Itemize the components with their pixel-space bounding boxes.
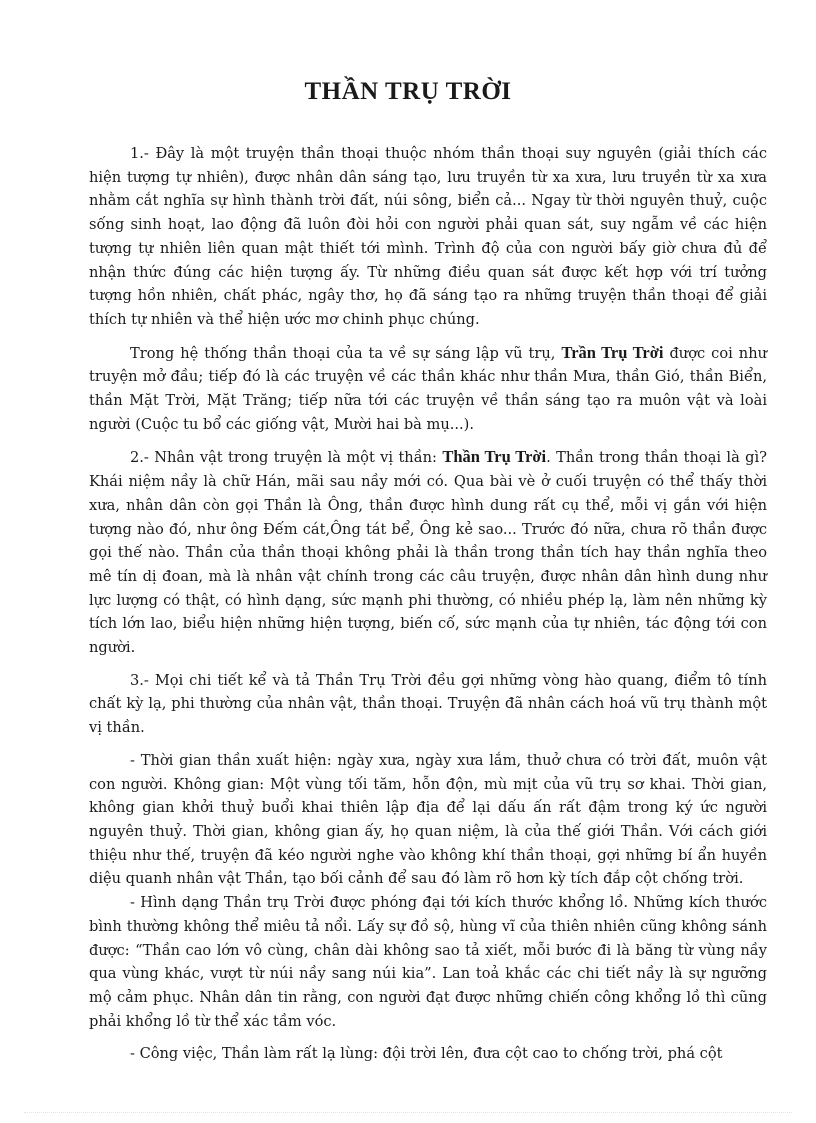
document-title: THẦN TRỤ TRỜI bbox=[304, 78, 512, 105]
document-body bbox=[89, 142, 767, 1066]
paragraph-5: - Thời gian thần xuất hiện: ngày xưa, ngày xưa lắm, thuở chưa có trời đất, muôn vật con người. Không gian: Một vùng tối tăm, hỗn độn, mù mịt của vũ trụ sơ khai. Thời gian, không gian khởi thuỷ buổi khai thiên lập địa để lại dấu ấn rất đậm trong ký ức người nguyên thuỷ. Thời gian, không gian ấy, họ quan niệm, là của thế giới Thần. Với cách giới thiệu như thế, truyện đã kéo người nghe vào không khí thần thoại, gợi những bí ẩn huyền diệu quanh nhân vật Thần, tạo bối cảnh để sau đó làm rõ hơn kỳ tích đắp cột chống trời. bbox=[89, 751, 767, 888]
paragraph-4: 3.- Mọi chi tiết kể và tả Thần Trụ Trời đều gợi những vòng hào quang, điểm tô tính chất kỳ lạ, phi thường của nhân vật, thần thoại. Truyện đã nhân cách hoá vũ trụ thành một vị thần. bbox=[89, 671, 767, 737]
paragraph-3: 2.- Nhân vật trong truyện là một vị thần: Thần Trụ Trời. Thần trong thần thoại là gì? Khái niệm nầy là chữ Hán, mãi sau nầy mới có. Qua bài vè ở cuối truyện có thể thấy thời xưa, nhân dân còn gọi Thần là Ông, thần được hình dung rất cụ thể, mỗi vị gắn với hiện tượng nào đó, như ông Đếm cát,Ông tát bể, Ông kẻ sao... Trước đó nữa, chưa rõ thần được gọi thế nào. Thần của thần thoại không phải là thần trong thần tích hay thần nghĩa theo mê tín dị đoan, mà là nhân vật chính trong các câu truyện, được nhân dân hình dung như lực lượng có thật, có hình dạng, sức mạnh phi thường, có nhiều phép lạ, làm nên những kỳ tích lớn lao, biểu hiện những hiện tượng, biến cố, sức mạnh của tự nhiên, tác động tới con người. bbox=[89, 447, 767, 657]
story-title-bold: Trần Trụ Trời bbox=[561, 342, 664, 362]
paragraph-2: Trong hệ thống thần thoại của ta về sự sáng lập vũ trụ, Trần Trụ Trời được coi như truyện mở đầu; tiếp đó là các truyện về các thần khác như thần Mưa, thần Gió, thần Biển, thần Mặt Trời, Mặt Trăng; tiếp nữa tới các truyện về thần sáng tạo ra muôn vật và loài người (Cuộc tu bổ các giống vật, Mười hai bà mụ...). bbox=[89, 342, 767, 433]
paragraph-1: 1.- Đây là một truyện thần thoại thuộc nhóm thần thoại suy nguyên (giải thích các hiện tượng tự nhiên), được nhân dân sáng tạo, lưu truyền từ xa xưa, lưu truyền từ xa xưa nhằm cắt nghĩa sự hình thành trời đất, núi sông, biển cả... Ngay từ thời nguyên thuỷ, cuộc sống sinh hoạt, lao động đã luôn đòi hỏi con người phải quan sát, suy ngẫm về các hiện tượng tự nhiên liên quan mật thiết tới mình. Trình độ của con người bấy giờ chưa đủ để nhận thức đúng các hiện tượng ấy. Từ những điều quan sát được kết hợp với trí tưởng tượng hồn nhiên, chất phác, ngây thơ, họ đã sáng tạo ra những truyện thần thoại để giải thích tự nhiên và thể hiện ước mơ chinh phục chúng. bbox=[89, 145, 767, 328]
paragraph-7: - Công việc, Thần làm rất lạ lùng: đội trời lên, đưa cột cao to chống trời, phá cột bbox=[130, 1045, 723, 1063]
page-bottom-border bbox=[24, 1112, 792, 1113]
character-name-bold: Thần Trụ Trời bbox=[442, 447, 547, 467]
paragraph-6: - Hình dạng Thần trụ Trời được phóng đại tới kích thước khổng lồ. Những kích thước bình thường không thể miêu tả nổi. Lấy sự đồ sộ, hùng vĩ của thiên nhiên cũng không sánh được: “Thần cao lớn vô cùng, chân dài không sao tả xiết, mỗi bước đi là băng từ vùng nầy qua vùng khác, vượt từ núi nầy sang núi kia”. Lan toả khắc các chi tiết nầy là sự ngưỡng mộ cảm phục. Nhân dân tin rằng, con người đạt được những chiến công khổng lồ thì cũng phải khổng lồ từ thể xác tầm vóc. bbox=[89, 894, 767, 1030]
